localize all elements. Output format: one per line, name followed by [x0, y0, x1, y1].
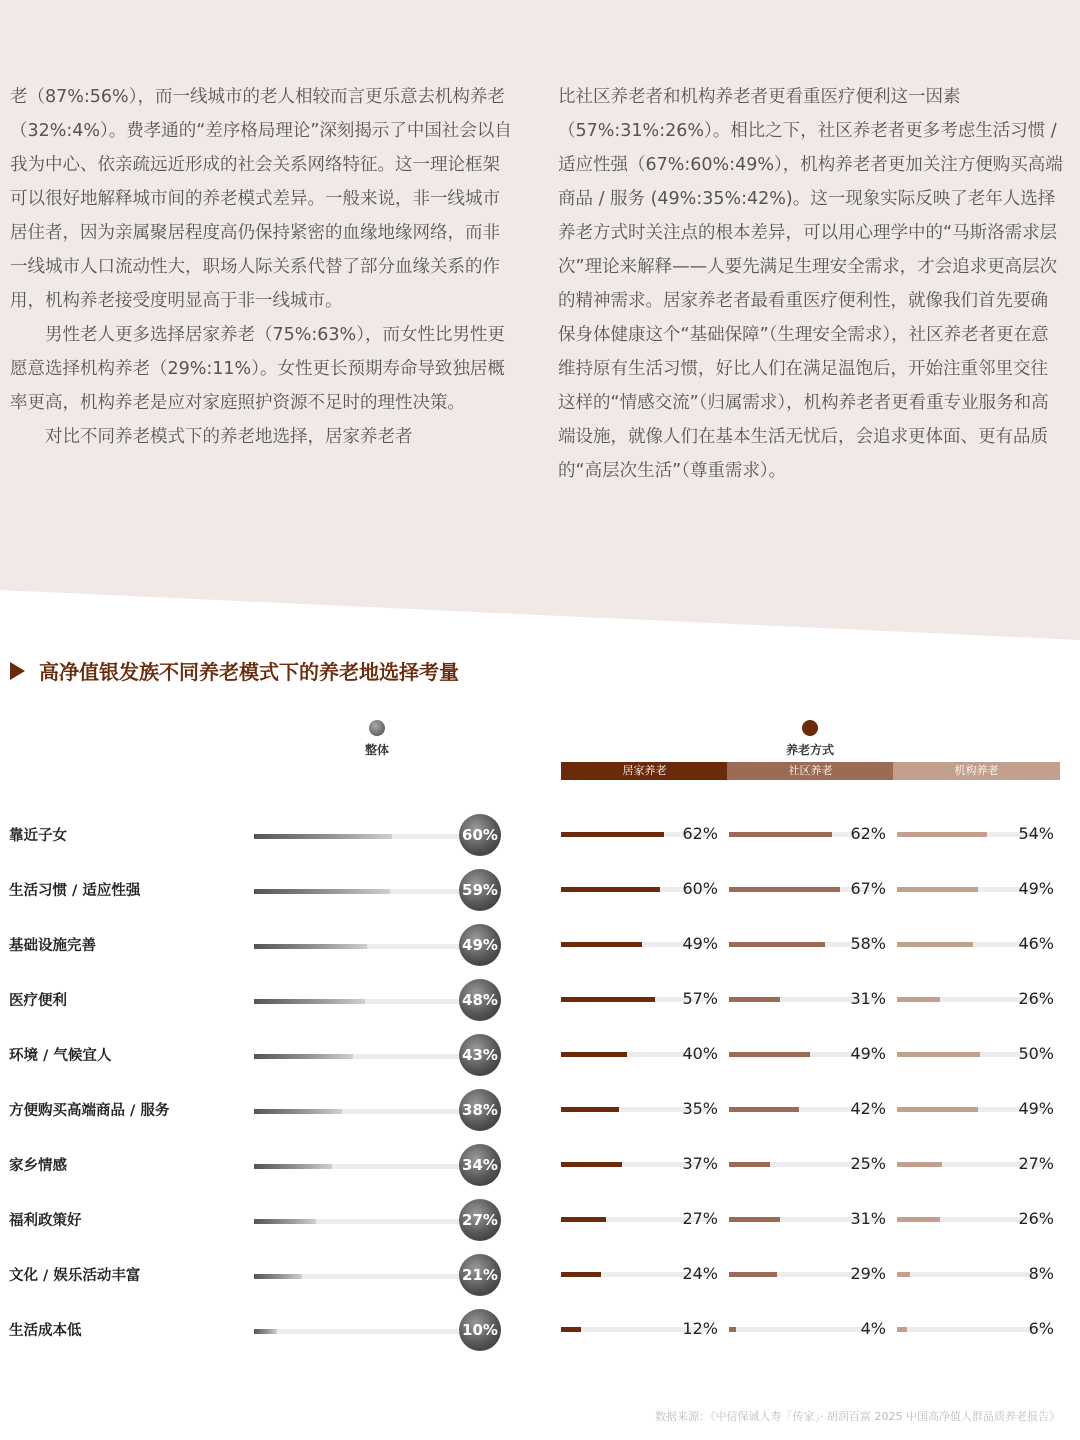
- chart-title-text: 高净值银发族不同养老模式下的养老地选择考量: [39, 660, 459, 684]
- overall-bar: [254, 999, 365, 1004]
- overall-bar-track: [254, 889, 460, 894]
- overall-bar-track: [254, 1274, 460, 1279]
- mode-header-institution: 机构养老: [893, 762, 1060, 780]
- overall-legend-dot: [369, 720, 385, 736]
- chart-title: [10, 656, 459, 685]
- overall-bar: [254, 1054, 353, 1059]
- mode-bar: [561, 942, 642, 947]
- mode-bar: [897, 997, 940, 1002]
- chart-row: [0, 1046, 1080, 1101]
- overall-value-badge: 59%: [459, 869, 501, 911]
- overall-bar: [254, 944, 367, 949]
- overall-value-badge: 27%: [459, 1199, 501, 1241]
- overall-bar-track: [254, 1109, 460, 1114]
- mode-bar: [729, 887, 840, 892]
- mode-bar: [897, 1327, 907, 1332]
- mode-bar: [729, 1217, 780, 1222]
- overall-legend-label: 整体: [364, 743, 389, 757]
- mode-value-label: 31%: [850, 989, 886, 1008]
- mode-bar: [561, 832, 664, 837]
- chart-row: [0, 1156, 1080, 1211]
- mode-value-label: 58%: [850, 934, 886, 953]
- chart-row: [0, 936, 1080, 991]
- mode-bar: [897, 1107, 978, 1112]
- mode-bar: [897, 1217, 940, 1222]
- mode-value-label: 60%: [682, 879, 718, 898]
- mode-value-label: 31%: [850, 1209, 886, 1228]
- mode-value-label: 8%: [1028, 1264, 1054, 1283]
- overall-value-badge: 49%: [459, 924, 501, 966]
- mode-value-label: 49%: [1018, 879, 1054, 898]
- mode-bar: [561, 1107, 619, 1112]
- mode-bar: [729, 1107, 799, 1112]
- mode-value-label: 40%: [682, 1044, 718, 1063]
- mode-value-label: 62%: [850, 824, 886, 843]
- mode-value-label: 6%: [1028, 1319, 1054, 1338]
- mode-value-label: 42%: [850, 1099, 886, 1118]
- overall-bar: [254, 889, 390, 894]
- mode-value-label: 49%: [850, 1044, 886, 1063]
- overall-bar-track: [254, 1054, 460, 1059]
- mode-value-label: 27%: [682, 1209, 718, 1228]
- mode-value-label: 49%: [1018, 1099, 1054, 1118]
- mode-bar: [729, 832, 832, 837]
- overall-value-badge: 38%: [459, 1089, 501, 1131]
- category-label: 医疗便利: [9, 993, 67, 1009]
- overall-value-badge: 34%: [459, 1144, 501, 1186]
- overall-bar: [254, 834, 392, 839]
- mode-value-label: 50%: [1018, 1044, 1054, 1063]
- mode-value-label: 35%: [682, 1099, 718, 1118]
- overall-value-badge: 60%: [459, 814, 501, 856]
- mode-bar: [561, 1272, 601, 1277]
- mode-bar: [897, 1272, 910, 1277]
- mode-bar: [561, 997, 655, 1002]
- overall-value-badge: 48%: [459, 979, 501, 1021]
- mode-bar: [729, 942, 825, 947]
- mode-legend-dot: [802, 720, 818, 736]
- overall-value-badge: 21%: [459, 1254, 501, 1296]
- overall-bar: [254, 1274, 302, 1279]
- category-label: 文化 / 娱乐活动丰富: [9, 1268, 141, 1284]
- mode-legend-label: 养老方式: [785, 743, 834, 757]
- article-paragraph: 对比不同养老模式下的养老地选择，居家养老者: [45, 427, 413, 447]
- triangle-icon: [10, 662, 25, 680]
- chart-row: [0, 1101, 1080, 1156]
- overall-bar-track: [254, 944, 460, 949]
- overall-bar: [254, 1329, 277, 1334]
- category-label: 基础设施完善: [9, 938, 96, 954]
- overall-value-badge: 10%: [459, 1309, 501, 1351]
- mode-value-label: 24%: [682, 1264, 718, 1283]
- mode-header-community: 社区养老: [727, 762, 894, 780]
- mode-value-label: 57%: [682, 989, 718, 1008]
- mode-value-label: 25%: [850, 1154, 886, 1173]
- mode-value-label: 49%: [682, 934, 718, 953]
- chart-row: [0, 881, 1080, 936]
- category-label: 环境 / 气候宜人: [9, 1048, 112, 1064]
- mode-bar: [897, 887, 978, 892]
- mode-value-label: 67%: [850, 879, 886, 898]
- mode-bar: [897, 832, 987, 837]
- chart-row: [0, 1321, 1080, 1376]
- article-left-column: [10, 80, 515, 454]
- mode-value-label: 12%: [682, 1319, 718, 1338]
- chart-row: [0, 991, 1080, 1046]
- overall-bar-track: [254, 1329, 460, 1334]
- mode-value-label: 46%: [1018, 934, 1054, 953]
- overall-bar: [254, 1109, 342, 1114]
- overall-bar-track: [254, 999, 460, 1004]
- mode-value-label: 4%: [860, 1319, 886, 1338]
- category-label: 家乡情感: [9, 1158, 67, 1174]
- mode-bar: [561, 1162, 622, 1167]
- overall-bar: [254, 1219, 316, 1224]
- mode-value-label: 37%: [682, 1154, 718, 1173]
- chart-row: [0, 1266, 1080, 1321]
- mode-bar: [897, 942, 973, 947]
- mode-value-label: 54%: [1018, 824, 1054, 843]
- category-label: 生活习惯 / 适应性强: [9, 883, 141, 899]
- mode-bar: [729, 1162, 770, 1167]
- category-label: 生活成本低: [9, 1323, 82, 1339]
- mode-bar: [897, 1162, 942, 1167]
- article-paragraph: 比社区养老者和机构养老者更看重医疗便利这一因素（57%:31%:26%）。相比之下，社区养老者更多考虑生活习惯 / 适应性强（67%:60%:49%），机构养老者更加关注方便购买高端商品 / 服务 (49%:35%:42%)。这一现象实际反映了老年人选择养老方式时关注点的根本差异，可以用心理学中的“马斯洛需求层次”理论来解释——人要先满足生理安全需求，才会追求更高层次的精神需求。居家养老者最看重医疗便利性，就像我们首先要确保身体健康这个“基础保障”（生理安全需求），社区养老者更在意维持原有生活习惯，好比人们在满足温饱后，开始注重邻里交往这样的“情感交流”（归属需求），机构养老者更看重专业服务和高端设施，就像人们在基本生活无忧后，会追求更体面、更有品质的“高层次生活”（尊重需求）。: [558, 87, 1063, 481]
- mode-value-label: 62%: [682, 824, 718, 843]
- data-source: 数据来源：《中信保诚人寿「传家」· 胡润百富 2025 中国高净值人群品质养老报告》: [655, 1410, 1060, 1423]
- mode-value-label: 29%: [850, 1264, 886, 1283]
- category-label: 方便购买高端商品 / 服务: [9, 1103, 170, 1119]
- mode-value-label: 26%: [1018, 989, 1054, 1008]
- mode-bar: [729, 1327, 736, 1332]
- mode-bar: [561, 1327, 581, 1332]
- mode-value-label: 27%: [1018, 1154, 1054, 1173]
- overall-bar-track: [254, 834, 460, 839]
- category-label: 靠近子女: [9, 828, 67, 844]
- chart-row: [0, 1211, 1080, 1266]
- category-label: 福利政策好: [9, 1213, 82, 1229]
- overall-bar-track: [254, 1219, 460, 1224]
- mode-bar: [729, 997, 780, 1002]
- mode-bar: [729, 1272, 777, 1277]
- mode-bar: [561, 1217, 606, 1222]
- mode-bar: [897, 1052, 980, 1057]
- mode-bar: [561, 1052, 627, 1057]
- chart-row: [0, 826, 1080, 881]
- mode-bar: [561, 887, 660, 892]
- mode-value-label: 26%: [1018, 1209, 1054, 1228]
- overall-value-badge: 43%: [459, 1034, 501, 1076]
- article-right-column: [558, 80, 1063, 488]
- overall-bar-track: [254, 1164, 460, 1169]
- mode-bar: [729, 1052, 810, 1057]
- article-paragraph: 老（87%:56%），而一线城市的老人相较而言更乐意去机构养老（32%:4%）。费孝通的“差序格局理论”深刻揭示了中国社会以自我为中心、依亲疏远近形成的社会关系网络特征。这一理论框架可以很好地解释城市间的养老模式差异。一般来说，非一线城市居住者，因为亲属聚居程度高仍保持紧密的血缘地缘网络，而非一线城市人口流动性大，职场人际关系代替了部分血缘关系的作用，机构养老接受度明显高于非一线城市。: [10, 87, 512, 311]
- overall-bar: [254, 1164, 332, 1169]
- article-paragraph: 男性老人更多选择居家养老（75%:63%），而女性比男性更愿意选择机构养老（29%:11%）。女性更长预期寿命导致独居概率更高，机构养老是应对家庭照护资源不足时的理性决策。: [10, 325, 505, 413]
- mode-header-home: 居家养老: [561, 762, 728, 780]
